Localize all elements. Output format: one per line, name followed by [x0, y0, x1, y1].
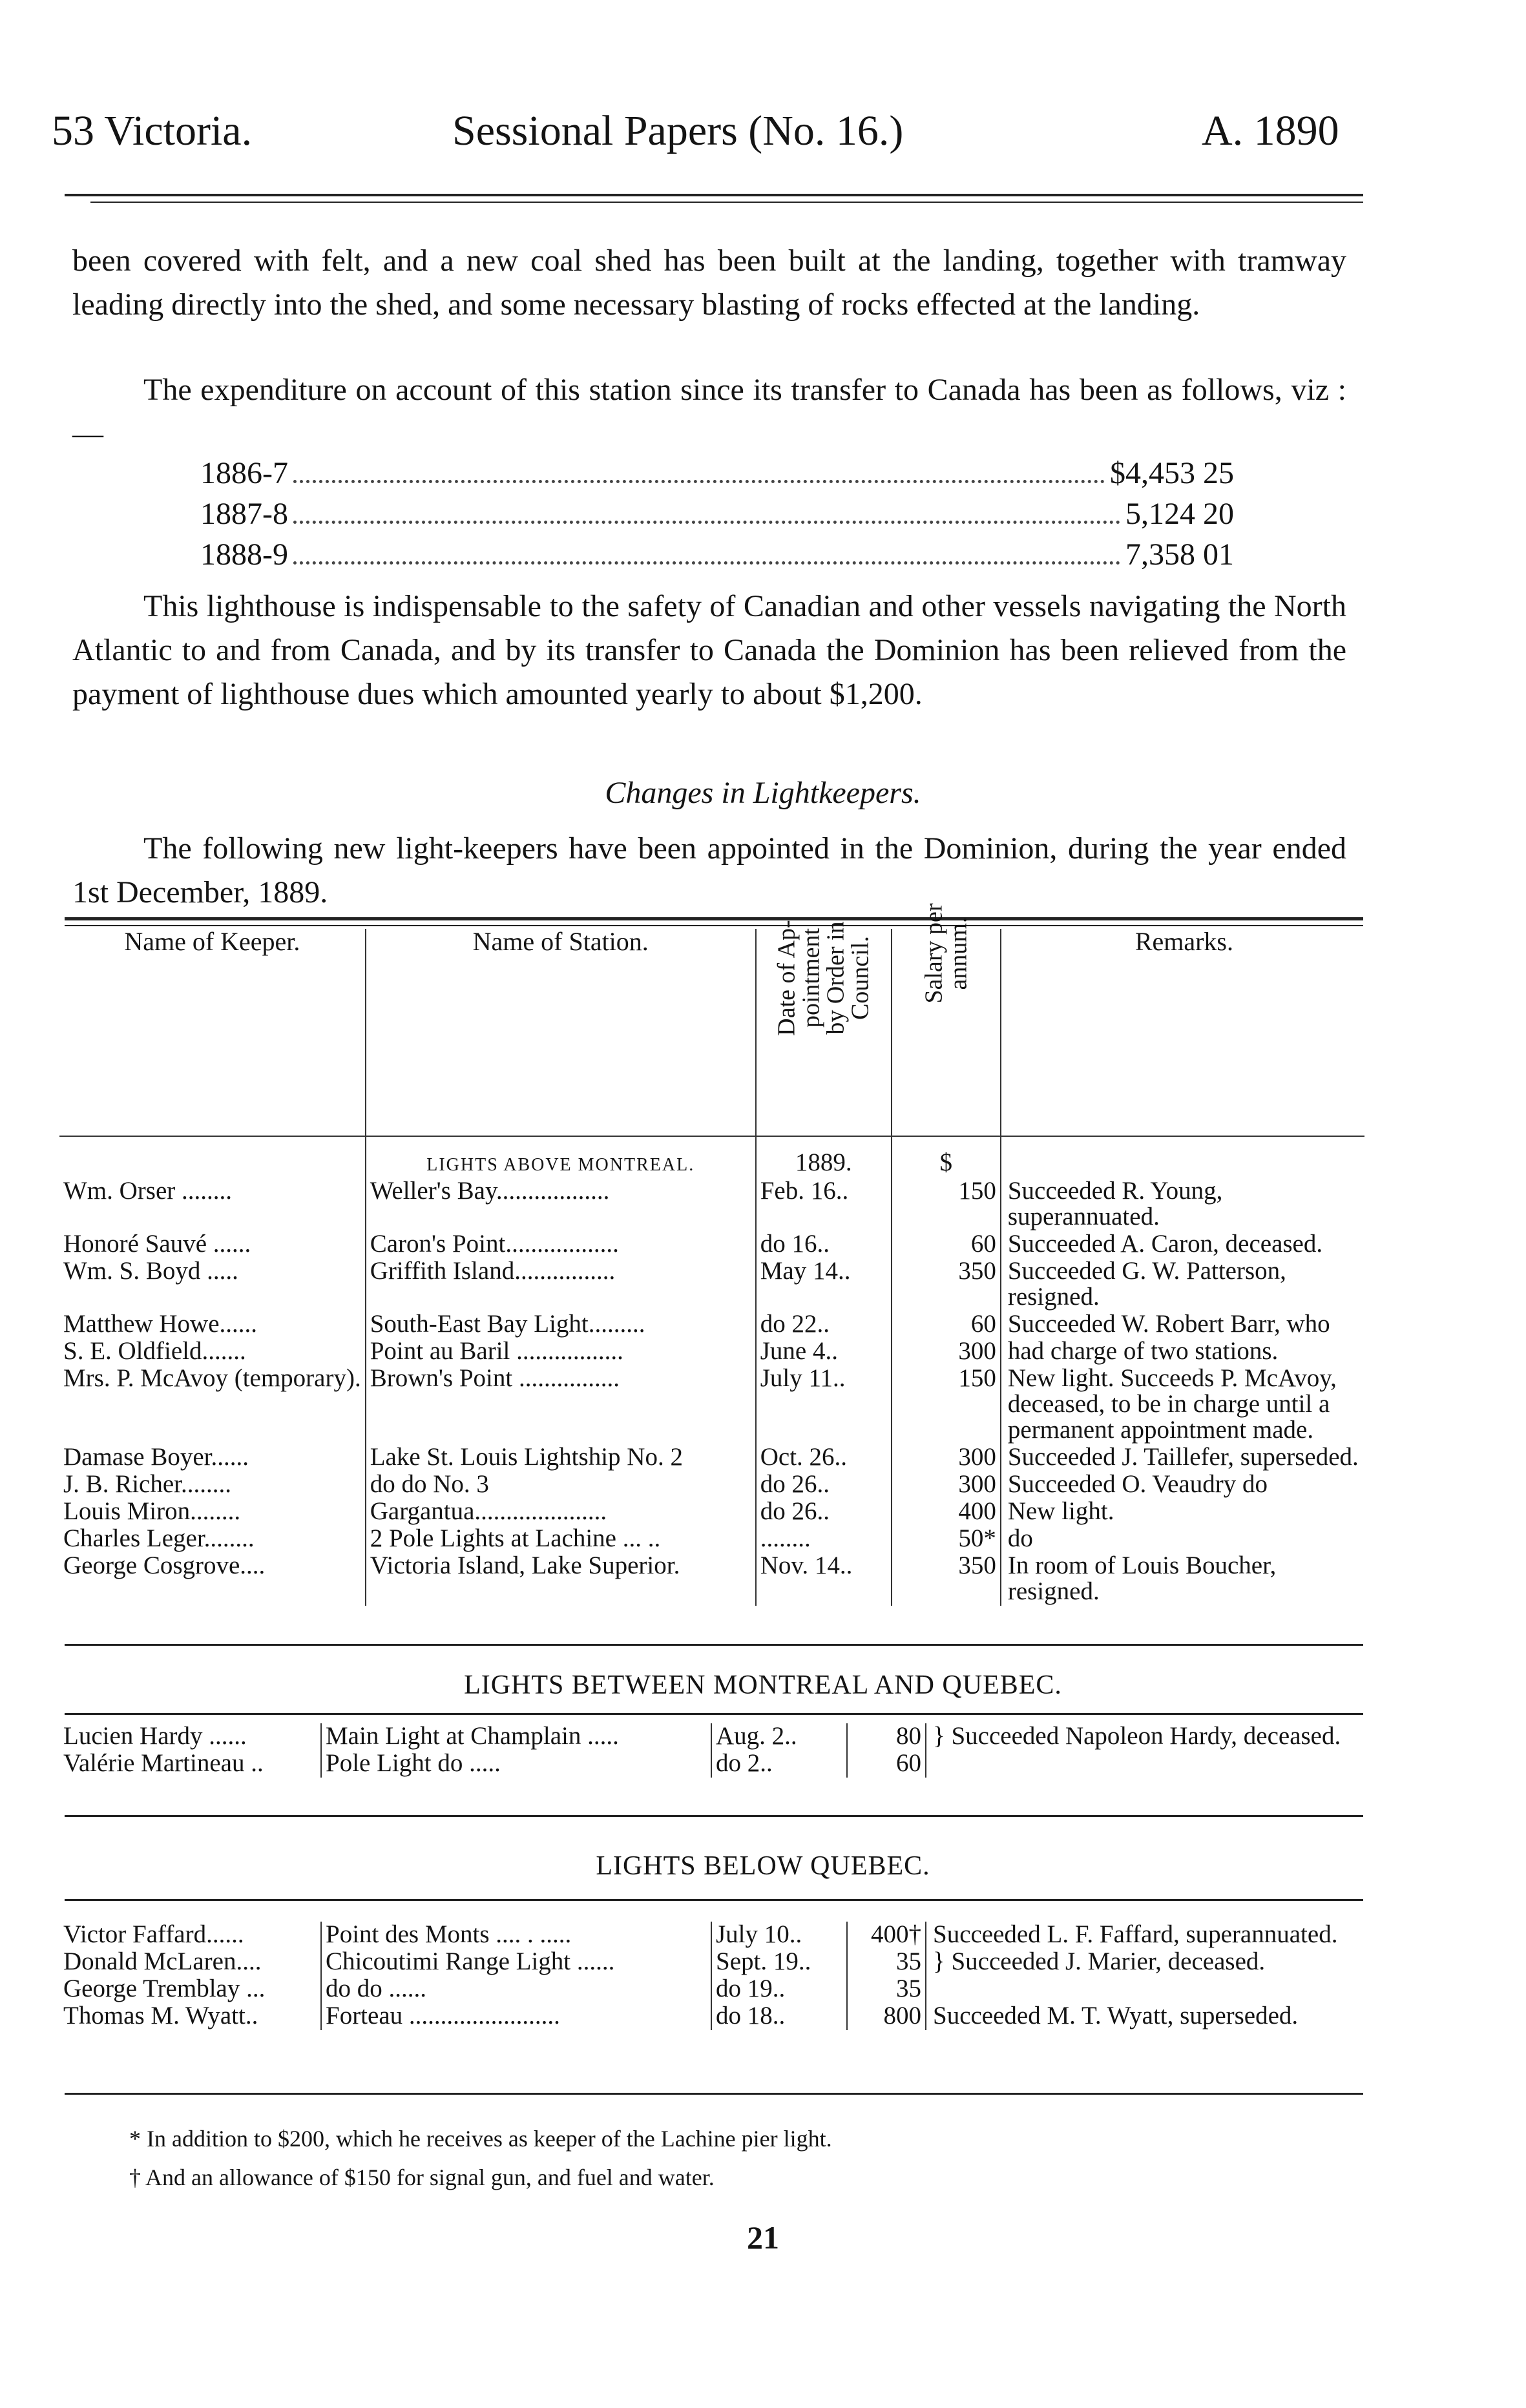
salary: 60 [892, 1311, 1001, 1338]
appointment-date: do 19.. [711, 1976, 847, 2003]
remarks [926, 1976, 1364, 2003]
station-name: Brown's Point ................ [366, 1365, 756, 1444]
table-row [59, 1976, 1364, 2003]
station-name: Caron's Point.................. [366, 1231, 756, 1258]
appointment-date: ........ [756, 1526, 892, 1553]
table-subhead-row [59, 1136, 1364, 1178]
remarks: Succeeded R. Young, superannuated. [1001, 1178, 1364, 1231]
col-header-salary [892, 903, 1001, 1136]
dot-leader [293, 480, 1105, 483]
rows-above-montreal [59, 1178, 1364, 1606]
table-row [59, 1723, 1364, 1750]
table-row [59, 1949, 1364, 1976]
remarks: Succeeded A. Caron, deceased. [1001, 1231, 1364, 1258]
keeper-name: Donald McLaren.... [63, 1947, 262, 1975]
table-row [59, 1526, 1364, 1553]
station-name: 2 Pole Lights at Lachine ... .. [366, 1526, 756, 1553]
table-row [59, 1178, 1364, 1231]
section-rule [65, 1713, 1363, 1715]
keeper-name: Mrs. P. McAvoy (temporary). [63, 1364, 361, 1392]
salary: 300 [892, 1471, 1001, 1499]
station-name: Gargantua..................... [366, 1499, 756, 1526]
group-subhead: LIGHTS ABOVE MONTREAL. [366, 1136, 756, 1178]
keeper-name: Damase Boyer...... [63, 1443, 249, 1471]
appointment-date: do 2.. [711, 1750, 847, 1778]
section-rule [65, 1644, 1363, 1646]
col-header-date [756, 920, 892, 1136]
table-row [59, 1444, 1364, 1471]
rows-below-quebec [59, 1922, 1364, 2030]
group-title-montreal-quebec: LIGHTS BETWEEN MONTREAL AND QUEBEC. [464, 1670, 1062, 1700]
station-name: do do ...... [321, 1976, 711, 2003]
station-name: Victoria Island, Lake Superior. [366, 1553, 756, 1606]
station-name: Lake St. Louis Lightship No. 2 [366, 1444, 756, 1471]
header-rule [65, 194, 1363, 196]
header-title: Sessional Papers (No. 16.) [452, 107, 904, 154]
keeper-name: Valérie Martineau .. [63, 1749, 264, 1777]
expenditure-amount: 5,124 20 [1125, 497, 1234, 531]
salary: 80 [847, 1723, 926, 1750]
table-row [59, 1338, 1364, 1365]
expenditure-amount: $4,453 25 [1110, 456, 1234, 490]
remarks: Succeeded J. Taillefer, superseded. [1001, 1444, 1364, 1471]
section-heading: Changes in Lightkeepers. [605, 776, 921, 810]
paragraph-1: been covered with felt, and a new coal shed has been built at the landing, together with tramway leading directly into the shed, and some necessary blasting of rocks effected at the landing. [72, 244, 1346, 322]
station-name: Point au Baril ................. [366, 1338, 756, 1365]
table-top-rule [65, 917, 1363, 920]
remarks: } Succeeded Napoleon Hardy, deceased. [926, 1723, 1364, 1750]
salary: 60 [892, 1231, 1001, 1258]
table-row [59, 1365, 1364, 1444]
keeper-name: J. B. Richer........ [63, 1470, 231, 1498]
remarks: do [1001, 1526, 1364, 1553]
salary: 350 [892, 1553, 1001, 1606]
remarks [926, 1750, 1364, 1778]
remarks: } Succeeded J. Marier, deceased. [926, 1949, 1364, 1976]
section-rule [65, 1899, 1363, 1901]
table-row [59, 1922, 1364, 1949]
remarks: New light. Succeeds P. McAvoy, deceased, to be in charge until a permanent appointment made. [1001, 1365, 1364, 1444]
station-name: Main Light at Champlain ..... [321, 1723, 711, 1750]
station-name: Weller's Bay.................. [366, 1178, 756, 1231]
table-row [59, 1499, 1364, 1526]
table-top-rule-thin [65, 925, 1363, 926]
remarks: Succeeded L. F. Faffard, superannuated. [926, 1922, 1364, 1949]
paragraph-3: This lighthouse is indispensable to the safety of Canadian and other vessels navigating the North Atlantic to and from Canada, and by its transfer to Canada the Dominion has been relieved from the payment of lighthouse dues which amounted yearly to about $1,200. [72, 589, 1346, 711]
dot-leader [293, 561, 1120, 565]
table-row [59, 1311, 1364, 1338]
group-title-below-quebec: LIGHTS BELOW QUEBEC. [596, 1851, 930, 1881]
header-volume: 53 Victoria. [52, 107, 253, 154]
appointment-date: Oct. 26.. [756, 1444, 892, 1471]
salary: 300 [892, 1444, 1001, 1471]
keepers-table-below-quebec [59, 1922, 1364, 2030]
remarks: had charge of two stations. [1001, 1338, 1364, 1365]
expenditure-amount: 7,358 01 [1125, 537, 1234, 572]
paragraph-4: The following new light-keepers have been appointed in the Dominion, during the year ended 1st December, 1889. [72, 831, 1346, 909]
keepers-table-above-montreal [59, 903, 1364, 1606]
keeper-name: Wm. Orser ........ [63, 1177, 233, 1205]
col-header-station: Name of Station. [366, 929, 756, 1136]
col-header-remarks: Remarks. [1001, 929, 1364, 1136]
salary: 150 [892, 1178, 1001, 1231]
rows-montreal-quebec [59, 1723, 1364, 1778]
keeper-name: S. E. Oldfield....... [63, 1337, 246, 1365]
station-name: Forteau ........................ [321, 2003, 711, 2030]
keeper-name: Wm. S. Boyd ..... [63, 1257, 238, 1285]
salary: 35 [847, 1949, 926, 1976]
keeper-name: Matthew Howe...... [63, 1310, 258, 1338]
table-bottom-rule [65, 2093, 1363, 2095]
expenditure-year: 1886-7 [200, 456, 288, 490]
appointment-date: do 26.. [756, 1471, 892, 1499]
salary: 400 [892, 1499, 1001, 1526]
station-name: Pole Light do ..... [321, 1750, 711, 1778]
appointment-date: Sept. 19.. [711, 1949, 847, 1976]
appointment-date: Nov. 14.. [756, 1553, 892, 1606]
table-cell [1001, 1136, 1364, 1178]
salary: 300 [892, 1338, 1001, 1365]
appointment-date: do 16.. [756, 1231, 892, 1258]
keepers-table-montreal-quebec [59, 1723, 1364, 1778]
appointment-date: do 18.. [711, 2003, 847, 2030]
appointment-date: May 14.. [756, 1258, 892, 1311]
appointment-date: July 10.. [711, 1922, 847, 1949]
col-header-date-text: Date of Ap- pointment by Order in Council. [773, 920, 874, 1036]
station-name: Griffith Island................ [366, 1258, 756, 1311]
station-name: Chicoutimi Range Light ...... [321, 1949, 711, 1976]
salary: 60 [847, 1750, 926, 1778]
header-year: A. 1890 [1202, 107, 1339, 154]
dot-leader [293, 521, 1120, 524]
remarks: Succeeded M. T. Wyatt, superseded. [926, 2003, 1364, 2030]
appointment-date: do 22.. [756, 1311, 892, 1338]
keeper-name: Thomas M. Wyatt.. [63, 2002, 258, 2029]
salary: 150 [892, 1365, 1001, 1444]
footnote-dagger: † And an allowance of $150 for signal gun, and fuel and water. [129, 2164, 715, 2190]
table-row [59, 1258, 1364, 1311]
expenditure-row [200, 496, 1234, 536]
expenditure-year: 1887-8 [200, 497, 288, 531]
keeper-name: Louis Miron........ [63, 1497, 241, 1525]
remarks: In room of Louis Boucher, resigned. [1001, 1553, 1364, 1606]
table-row [59, 1231, 1364, 1258]
salary: 35 [847, 1976, 926, 2003]
table-row [59, 1750, 1364, 1778]
appointment-date: do 26.. [756, 1499, 892, 1526]
salary: 800 [847, 2003, 926, 2030]
keeper-name: George Tremblay ... [63, 1975, 266, 2002]
section-rule [65, 1815, 1363, 1817]
year-label: 1889. [756, 1136, 892, 1178]
col-header-salary-text: Salary per annum. [920, 903, 972, 1004]
salary: 350 [892, 1258, 1001, 1311]
keeper-name: George Cosgrove.... [63, 1552, 266, 1579]
table-header-row [59, 929, 1364, 1136]
appointment-date: Aug. 2.. [711, 1723, 847, 1750]
keeper-name: Lucien Hardy ...... [63, 1722, 247, 1750]
footnote-star: * In addition to $200, which he receives as keeper of the Lachine pier light. [129, 2126, 832, 2152]
table-cell [59, 1136, 366, 1178]
paragraph-2: The expenditure on account of this station since its transfer to Canada has been as follows, viz :— [72, 373, 1346, 451]
expenditure-row [200, 455, 1234, 495]
remarks: New light. [1001, 1499, 1364, 1526]
table-row [59, 1553, 1364, 1606]
salary: 50* [892, 1526, 1001, 1553]
remarks: Succeeded W. Robert Barr, who [1001, 1311, 1364, 1338]
table-row [59, 1471, 1364, 1499]
appointment-date: June 4.. [756, 1338, 892, 1365]
station-name: Point des Monts .... . ..... [321, 1922, 711, 1949]
keeper-name: Honoré Sauvé ...... [63, 1230, 251, 1258]
table-row [59, 2003, 1364, 2030]
remarks: Succeeded G. W. Patterson, resigned. [1001, 1258, 1364, 1311]
keeper-name: Victor Faffard...... [63, 1920, 244, 1948]
page-number: 21 [747, 2219, 779, 2256]
appointment-date: Feb. 16.. [756, 1178, 892, 1231]
station-name: do do No. 3 [366, 1471, 756, 1499]
keeper-name: Charles Leger........ [63, 1524, 255, 1552]
header-rule-thin [90, 202, 1363, 203]
expenditure-year: 1888-9 [200, 537, 288, 572]
currency-label: $ [892, 1136, 1001, 1178]
appointment-date: July 11.. [756, 1365, 892, 1444]
station-name: South-East Bay Light......... [366, 1311, 756, 1338]
remarks: Succeeded O. Veaudry do [1001, 1471, 1364, 1499]
salary: 400† [847, 1922, 926, 1949]
expenditure-row [200, 537, 1234, 577]
col-header-keeper: Name of Keeper. [59, 929, 366, 1136]
